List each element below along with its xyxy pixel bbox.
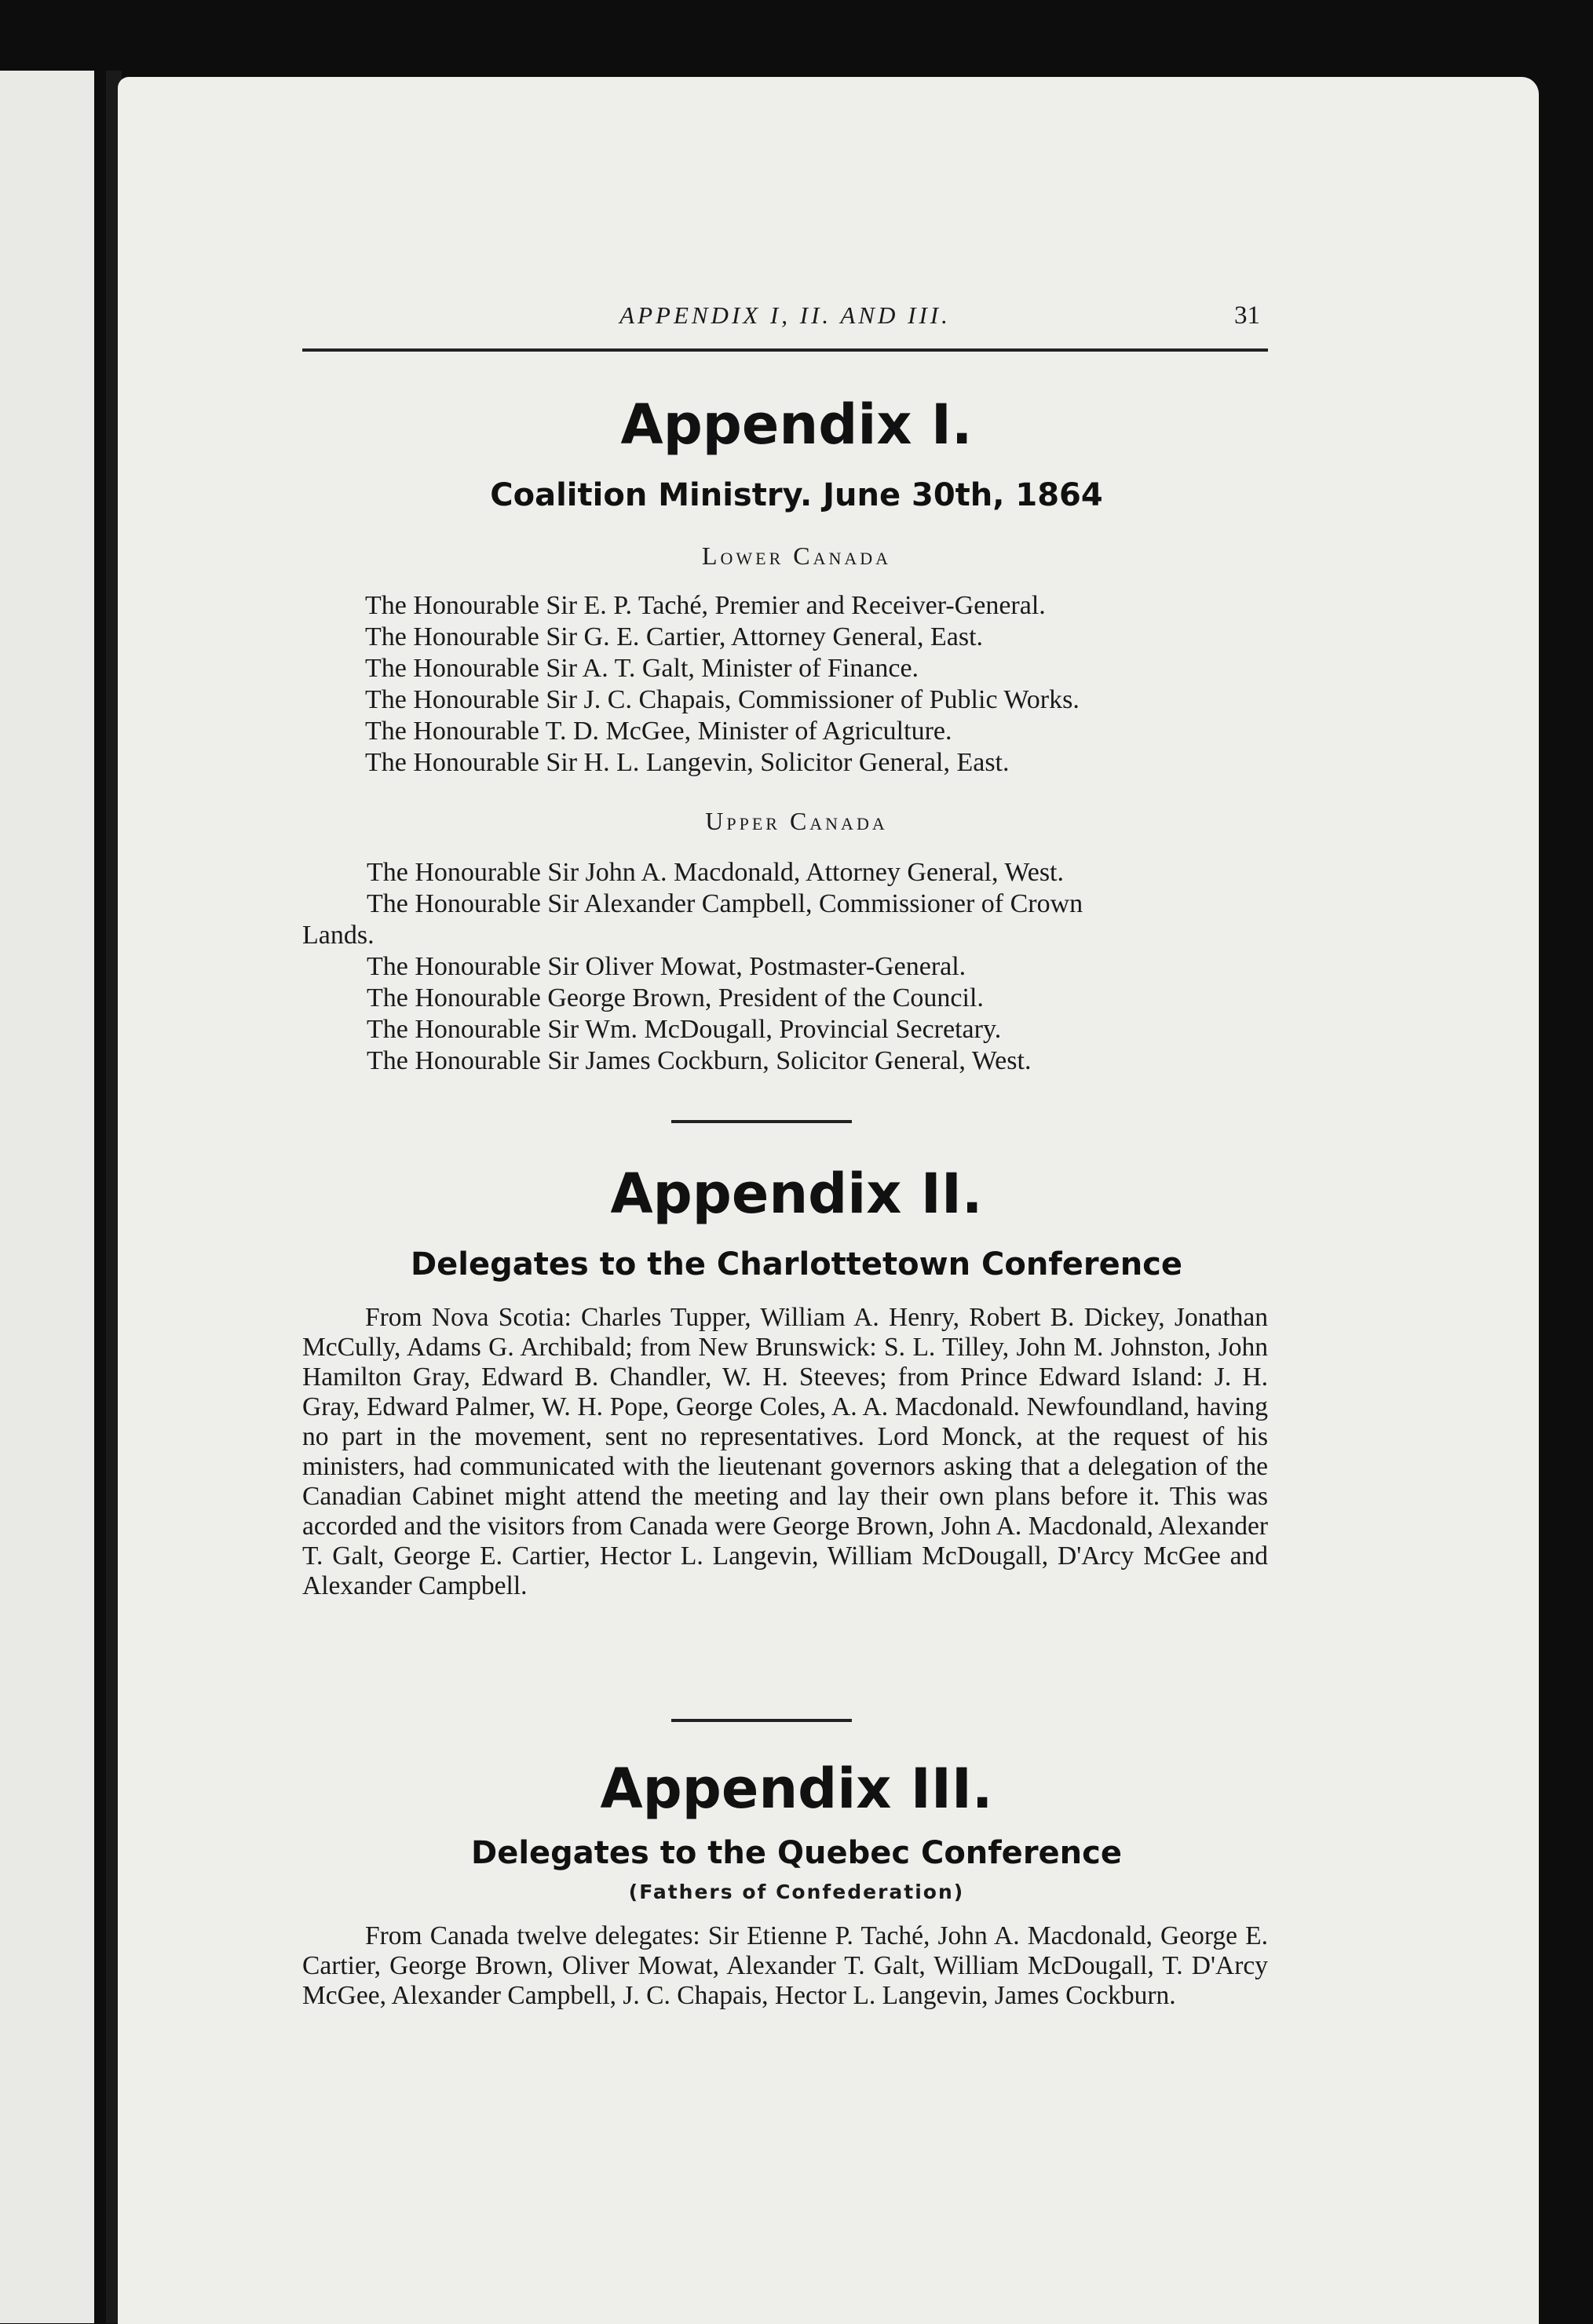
appendix-1-subtitle-block bbox=[0, 477, 1593, 513]
lower-canada-heading-block bbox=[0, 542, 1593, 571]
appendix-3-title-block bbox=[0, 1757, 1593, 1821]
upper-canada-heading-block bbox=[0, 807, 1593, 836]
list-item: The Honourable T. D. McGee, Minister of Agriculture. bbox=[365, 717, 952, 746]
appendix-2-subtitle: Delegates to the Charlottetown Conference bbox=[410, 1246, 1183, 1282]
appendix-1-title: Appendix I. bbox=[620, 392, 973, 457]
appendix-2-title-block bbox=[0, 1162, 1593, 1226]
appendix-2-subtitle-block bbox=[0, 1246, 1593, 1282]
upper-canada-list bbox=[302, 857, 1083, 1077]
list-item: The Honourable Sir J. C. Chapais, Commissioner of Public Works. bbox=[365, 685, 1080, 714]
appendix-3-paragraph: From Canada twelve delegates: Sir Etienne P. Taché, John A. Macdonald, George E. Cartier, George Brown, Oliver Mowat, Alexander T. Galt, William McDougall, T. D'Arcy McGee, Alexander Campbell, J. C. Chapais, Hector L. Langevin, James Cockburn. bbox=[302, 1921, 1268, 2010]
appendix-2-paragraph: From Nova Scotia: Charles Tupper, William A. Henry, Robert B. Dickey, Jonathan McCully, Adams G. Archibald; from New Brunswick: S. L. Tilley, John M. Johnston, John Hamilton Gray, Edward B. Chandler, W. H. Steeves; from Prince Edward Island: J. H. Gray, Edward Palmer, W. H. Pope, George Coles, A. A. Macdonald. Newfoundland, having no part in the movement, sent no representatives. Lord Monck, at the request of his ministers, had communicated with the lieutenant governors asking that a delegation of the Canadian Cabinet might attend the meeting and lay their own plans before it. This was accorded and the visitors from Canada were George Brown, John A. Macdonald, Alexander T. Galt, George E. Cartier, Hector L. Langevin, William McDougall, D'Arcy McGee and Alexander Campbell. bbox=[302, 1303, 1268, 1600]
appendix-1-title-block bbox=[0, 392, 1593, 457]
running-head: APPENDIX I, II. AND III. bbox=[619, 301, 951, 329]
page-number: 31 bbox=[1234, 301, 1260, 330]
list-item: The Honourable Sir Alexander Campbell, Commissioner of Crown bbox=[367, 889, 1083, 918]
appendix-3-note: (Fathers of Confederation) bbox=[628, 1881, 965, 1903]
appendix-3-subtitle-block bbox=[0, 1835, 1593, 1871]
appendix-3-note-block bbox=[0, 1881, 1593, 1903]
list-item: The Honourable Sir A. T. Galt, Minister of Finance. bbox=[365, 654, 919, 683]
upper-canada-heading: Upper Canada bbox=[705, 807, 888, 835]
list-item: The Honourable Sir John A. Macdonald, Attorney General, West. bbox=[367, 858, 1065, 887]
list-item: The Honourable Sir Wm. McDougall, Provincial Secretary. bbox=[367, 1015, 1002, 1044]
section-divider bbox=[671, 1719, 852, 1722]
page-header bbox=[302, 301, 1268, 352]
list-item: The Honourable Sir Oliver Mowat, Postmaster-General. bbox=[367, 952, 966, 981]
appendix-3-subtitle: Delegates to the Quebec Conference bbox=[471, 1835, 1122, 1871]
section-divider bbox=[671, 1120, 852, 1123]
lower-canada-list bbox=[365, 590, 1080, 779]
list-item: The Honourable Sir E. P. Taché, Premier and Receiver-General. bbox=[365, 591, 1046, 620]
list-item: The Honourable Sir G. E. Cartier, Attorney General, East. bbox=[365, 622, 984, 651]
lower-canada-heading: Lower Canada bbox=[701, 542, 892, 570]
appendix-2-title: Appendix II. bbox=[610, 1162, 983, 1226]
appendix-1-subtitle: Coalition Ministry. June 30th, 1864 bbox=[490, 477, 1103, 513]
appendix-3-title: Appendix III. bbox=[600, 1757, 993, 1821]
list-item: The Honourable Sir H. L. Langevin, Solicitor General, East. bbox=[365, 748, 1010, 777]
list-item: The Honourable George Brown, President of the Council. bbox=[367, 983, 984, 1012]
list-item: Lands. bbox=[302, 921, 375, 950]
list-item: The Honourable Sir James Cockburn, Solicitor General, West. bbox=[367, 1046, 1032, 1075]
